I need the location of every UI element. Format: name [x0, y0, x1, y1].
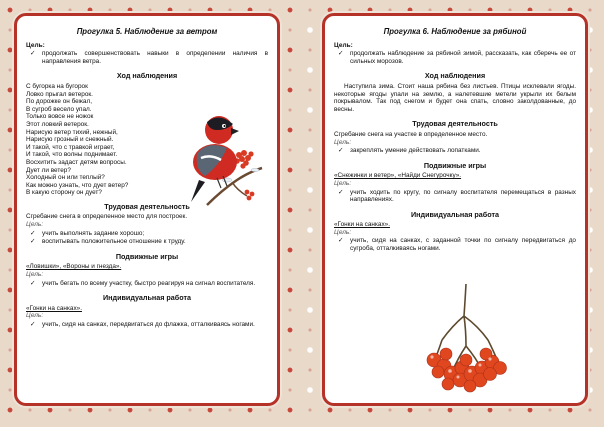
page-title: Прогулка 5. Наблюдение за ветром	[76, 27, 218, 36]
goal-label: Цель:	[334, 41, 353, 49]
individual-goal-item: ✓ учить, сидя на санках, передвигаться до флажка, отталкиваясь ногами.	[26, 321, 268, 329]
games-text: «Снежинки и ветер», «Найди Снегурочку».	[334, 172, 462, 180]
poem-line: Холодный он или теплый?	[26, 174, 105, 182]
individual-text: «Гонки на санках».	[334, 221, 390, 229]
individual-goal-label: Цель:	[26, 312, 44, 320]
games-goal-item: ✓ учить ходить по кругу, по сигналу воспитателя перемещаться в разных направлениях.	[334, 189, 576, 204]
page-title: Прогулка 6. Наблюдение за рябиной	[383, 27, 527, 36]
goal-item: ✓ продолжать наблюдение за рябиной зимой, рассказать, как сберечь ее от сильных морозов.	[334, 50, 576, 65]
games-heading: Подвижные игры	[423, 160, 487, 170]
games-goal-list	[334, 189, 576, 204]
labor-goal-item: ✓ учить выполнять задание хорошо;	[26, 230, 268, 238]
left-page	[14, 13, 280, 406]
goal-list	[334, 50, 576, 65]
poem-line: В сугроб весело упал.	[26, 105, 92, 113]
labor-goal-item: ✓ закреплять умение действовать лопатками.	[334, 147, 576, 155]
games-goal-label: Цель:	[334, 179, 352, 187]
individual-text: «Гонки на санках».	[26, 304, 82, 312]
poem-line: По дорожке он бежал,	[26, 98, 92, 106]
individual-goal-label: Цель:	[334, 228, 352, 236]
observation-heading: Ход наблюдения	[116, 71, 178, 81]
bullfinch-illustration	[177, 110, 267, 210]
labor-text: Сгребание снега в определенное место для построек.	[26, 213, 188, 221]
poem-line: И такой, что с травкой играет,	[26, 143, 115, 151]
poem-line: Этот ловкий ветерок.	[26, 120, 89, 128]
poem-line: Как можно узнать, что дует ветер?	[26, 181, 129, 189]
games-text: «Ловишки», «Вороны и гнезда».	[26, 263, 122, 271]
labor-heading: Трудовая деятельность	[104, 201, 190, 211]
goal-item: ✓ продолжать совершенствовать навыки в определении наличия в направления ветра.	[26, 50, 268, 65]
individual-heading: Индивидуальная работа	[103, 293, 191, 303]
goal-label: Цель:	[26, 41, 45, 49]
poem-line: И такой, что волны поднимает.	[26, 151, 118, 159]
games-goal-list	[26, 280, 268, 288]
rowan-berries-icon	[427, 284, 507, 392]
goal-list	[26, 50, 268, 65]
individual-goal-item: ✓ учить, сидя на санках, с заданной точки по сигналу передвигаться до сугроба, отталкиваясь ногами.	[334, 237, 576, 252]
poem-line: С бугорка на бугорок	[26, 82, 88, 90]
poem-line: Нарисую грозный и снежный.	[26, 136, 114, 144]
poem-line: Нарисую ветер тихий, нежный,	[26, 128, 118, 136]
individual-goal-list	[26, 321, 268, 329]
games-heading: Подвижные игры	[115, 251, 179, 261]
labor-goal-label: Цель:	[26, 221, 44, 229]
games-goal-label: Цель:	[26, 271, 44, 279]
observation-text: Наступила зима. Стоит наша рябина без листьев. Птицы исклевали ягоды. некоторые ягоды упали на землю, а налетевшие метели укрыли их белым покрывалом. Так под снегом и будет она спать, словно заколдованные, до весны.	[334, 82, 576, 113]
rowan-berries-illustration	[418, 282, 514, 400]
labor-heading: Трудовая деятельность	[412, 119, 498, 129]
bullfinch-icon	[191, 116, 239, 202]
labor-text: Сгребание снега на участке в определенное место.	[334, 130, 488, 138]
poem-line: Дует ли ветер?	[26, 166, 71, 174]
poem-line: Ловко прыгал ветерок.	[26, 90, 93, 98]
labor-goal-item: ✓ воспитывать положительное отношение к труду.	[26, 238, 268, 246]
games-goal-item: ✓ учить бегать по всему участку, быстро реагируя на сигнал воспитателя.	[26, 280, 268, 288]
observation-heading: Ход наблюдения	[424, 71, 486, 81]
labor-goal-list	[334, 147, 576, 155]
labor-goal-list	[26, 230, 268, 246]
poem-line: Только вовсе не ножок	[26, 113, 94, 121]
poem-line: Восхитить задаст детям вопросы.	[26, 158, 127, 166]
individual-goal-list	[334, 237, 576, 252]
right-page	[322, 13, 588, 406]
individual-heading: Индивидуальная работа	[411, 209, 499, 219]
poem-line: В какую сторону он дует?	[26, 189, 102, 197]
labor-goal-label: Цель:	[334, 138, 352, 146]
